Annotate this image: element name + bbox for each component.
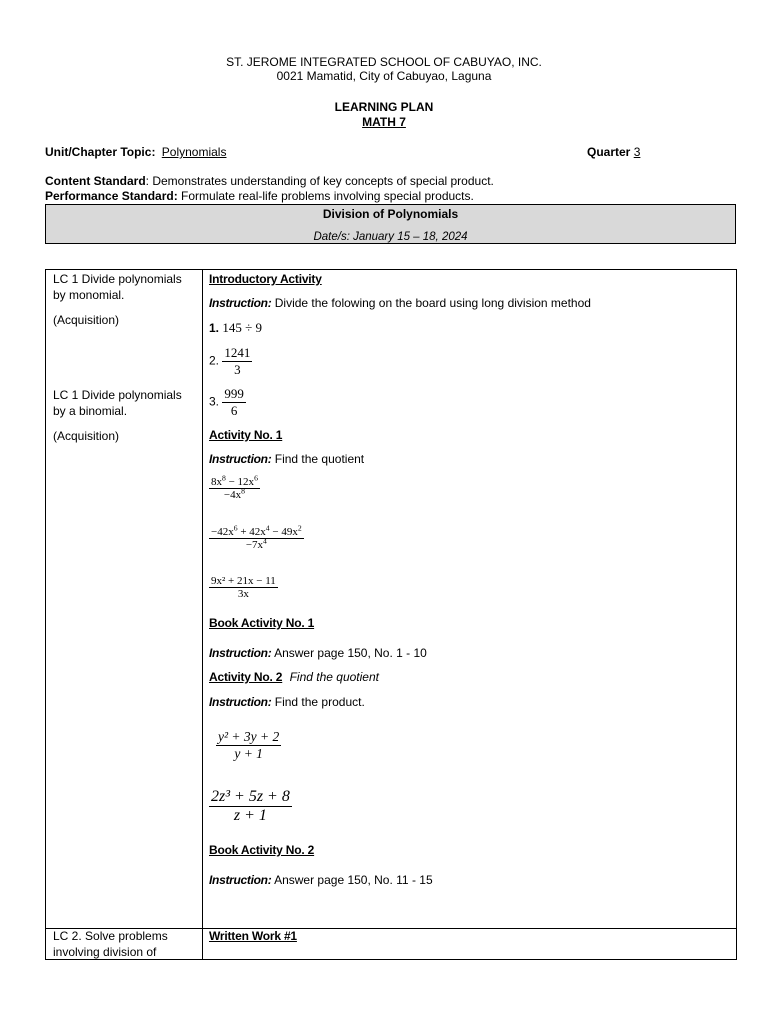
intro-instruction-text: Divide the folowing on the board using long division method: [271, 296, 591, 310]
activity-2-instruction: [209, 695, 365, 709]
performance-standard-text: Formulate real-life problems involving special products.: [177, 189, 474, 203]
activity-1-fraction-1: [209, 473, 260, 501]
activity-1-instruction-text: Find the quotient: [271, 452, 365, 466]
book-activity-2-heading: Book Activity No. 2: [209, 843, 315, 857]
activity-1-expression-1: [209, 473, 260, 501]
activity-1-fraction-2: [209, 523, 304, 551]
activity-2-fraction-2: [209, 788, 292, 825]
book-activity-1-instruction-text: Answer page 150, No. 1 - 10: [271, 646, 427, 660]
intro-item-2-number: 2.: [209, 353, 220, 368]
lc1-binomial: LC 1 Divide polynomials by a binomial.: [53, 388, 182, 418]
activity-1-expression-2: [209, 523, 304, 551]
quarter-value: 3: [633, 145, 641, 159]
activity-2-instruction-text: Find the product.: [271, 695, 365, 709]
activity-1-heading: Activity No. 1: [209, 428, 283, 442]
intro-item-3-denominator: 6: [230, 403, 238, 418]
intro-heading: Introductory Activity: [209, 272, 322, 286]
activity-1-fraction-2-numerator: $-42x^6 + 42x^4 - 49x^2$: [211, 523, 302, 538]
activity-2-fraction-1-denominator: y + 1: [234, 746, 263, 761]
intro-instruction-label: Instruction:: [209, 296, 272, 310]
plan-table: [45, 269, 737, 960]
activity-1-fraction-1-denominator: $-4x^8$: [223, 486, 245, 501]
intro-item-3-number: 3.: [209, 394, 220, 409]
book-activity-1-instruction-label: Instruction:: [209, 646, 272, 660]
activity-1-expression-3: [209, 575, 278, 600]
activity-2-fraction-1-numerator: y² + 3y + 2: [218, 729, 280, 744]
activity-2-fraction-2-denominator: z + 1: [233, 807, 267, 824]
activity-2-heading-line: [209, 670, 379, 684]
written-work-heading: Written Work #1: [209, 929, 297, 943]
content-standard: [45, 174, 494, 188]
activity-2-expression-2: [209, 788, 292, 825]
lesson-title: Division of Polynomials: [322, 207, 459, 221]
activity-2-subtitle: Find the quotient: [289, 670, 379, 684]
performance-standard-label: Performance Standard:: [45, 189, 178, 203]
topic-label: Unit/Chapter Topic:: [45, 145, 156, 159]
performance-standard: [45, 189, 474, 203]
activity-1-fraction-3: [209, 575, 278, 600]
activity-2-instruction-label: Instruction:: [209, 695, 272, 709]
topic-value: Polynomials: [161, 145, 227, 159]
plan-title: LEARNING PLAN: [334, 100, 434, 114]
intro-item-2: [209, 345, 252, 378]
column-divider: [202, 270, 203, 959]
lc1-monomial-level: (Acquisition): [53, 313, 120, 327]
activity-2-fraction-2-numerator: 2z³ + 5z + 8: [211, 788, 290, 805]
book-activity-2-instruction-label: Instruction:: [209, 873, 272, 887]
book-activity-1-heading: Book Activity No. 1: [209, 616, 315, 630]
activity-1-fraction-3-numerator: 9x² + 21x − 11: [211, 575, 276, 587]
book-activity-1-instruction: [209, 646, 427, 660]
quarter-label: Quarter: [587, 145, 631, 159]
intro-item-2-numerator: 1241: [224, 345, 251, 360]
content-standard-label: Content Standard: [45, 174, 146, 188]
school-address: 0021 Mamatid, City of Cabuyao, Laguna: [276, 69, 492, 83]
intro-item-2-denominator: 3: [234, 362, 241, 377]
subject-title: MATH 7: [362, 115, 406, 129]
activity-1-instruction-label: Instruction:: [209, 452, 272, 466]
intro-item-1-number: 1.: [209, 321, 220, 335]
content-standard-text: : Demonstrates understanding of key concepts of special product.: [145, 174, 494, 188]
activity-2-heading: Activity No. 2: [209, 670, 283, 684]
school-name: ST. JEROME INTEGRATED SCHOOL OF CABUYAO, INC.: [226, 55, 542, 69]
activity-2-fraction-1: [216, 729, 281, 762]
intro-item-3-numerator: 999: [224, 386, 244, 401]
intro-instruction: [209, 296, 591, 310]
lc1-binomial-level: (Acquisition): [53, 429, 120, 443]
lesson-banner: [45, 204, 736, 244]
activity-1-fraction-2-denominator: $-7x^4$: [245, 536, 267, 551]
book-activity-2-instruction: [209, 873, 433, 887]
lesson-dates: Date/s: January 15 – 18, 2024: [313, 231, 468, 243]
activity-1-fraction-3-denominator: 3x: [237, 588, 249, 600]
intro-item-1-expression: 145 ÷ 9: [222, 320, 262, 335]
activity-1-fraction-1-numerator: $8x^8 - 12x^6$: [211, 473, 258, 488]
lc2-text: LC 2. Solve problems involving division of: [53, 929, 168, 959]
activity-2-expression-1: [216, 729, 281, 762]
lc1-monomial: LC 1 Divide polynomials by monomial.: [53, 272, 182, 302]
intro-item-1: [209, 320, 262, 336]
intro-item-3: [209, 386, 246, 419]
activity-1-instruction: [209, 452, 364, 466]
book-activity-2-instruction-text: Answer page 150, No. 11 - 15: [271, 873, 433, 887]
intro-item-3-fraction: [222, 386, 246, 419]
quarter-line: [587, 145, 640, 159]
topic-line: [45, 145, 226, 159]
intro-item-2-fraction: [222, 345, 252, 378]
